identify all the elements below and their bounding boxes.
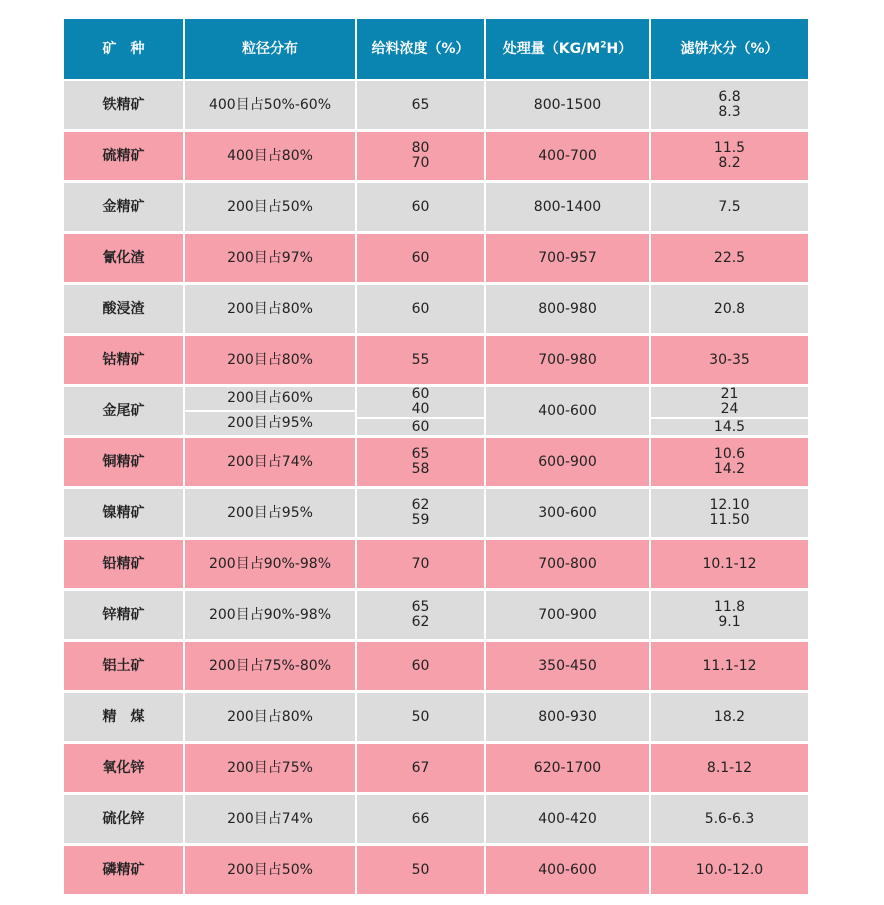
table-row xyxy=(64,693,808,744)
cell-particle-size xyxy=(185,591,357,642)
cell-cake-moisture-line: 11.1-12 xyxy=(702,657,757,674)
cell-cake-moisture-line: 14.2 xyxy=(713,461,746,477)
cell-particle-size-line: 400目占80% xyxy=(227,147,313,164)
cell-feed-concentration-line: 66 xyxy=(411,810,430,827)
cell-feed-concentration-line: 60 xyxy=(411,198,430,215)
cell-feed-concentration xyxy=(357,81,486,132)
cell-capacity xyxy=(486,234,651,285)
cell-mineral-line: 磷精矿 xyxy=(102,861,145,878)
cell-particle-size xyxy=(185,489,357,540)
cell-particle-size xyxy=(185,642,357,693)
cell-particle-size xyxy=(185,234,357,285)
table-header-row xyxy=(64,19,808,81)
cell-mineral xyxy=(64,591,185,642)
cell-feed-concentration xyxy=(357,591,486,642)
cell-cake-moisture xyxy=(651,285,808,336)
cell-feed-concentration-line: 50 xyxy=(411,861,430,878)
cell-cake-moisture-line: 10.6 xyxy=(713,446,746,462)
cell-capacity xyxy=(486,540,651,591)
cell-mineral-line: 金尾矿 xyxy=(102,402,145,419)
cell-feed-concentration xyxy=(357,693,486,744)
cell-feed-concentration xyxy=(357,234,486,285)
ore-data-table xyxy=(64,19,808,897)
cell-feed-concentration-line: 65 xyxy=(411,446,430,462)
cell-cake-moisture-line: 22.5 xyxy=(713,249,746,266)
cell-particle-size-line: 200目占80% xyxy=(227,708,313,725)
cell-mineral xyxy=(64,183,185,234)
cell-cake-moisture xyxy=(651,234,808,285)
cell-feed-concentration-line: 58 xyxy=(411,461,430,477)
table-row xyxy=(64,489,808,540)
cell-capacity-line: 400-600 xyxy=(538,861,597,878)
cell-mineral xyxy=(64,234,185,285)
cell-capacity xyxy=(486,81,651,132)
cell-particle-size xyxy=(185,183,357,234)
table-row xyxy=(64,540,808,591)
cell-cake-moisture xyxy=(651,183,808,234)
cell-capacity xyxy=(486,183,651,234)
cell-capacity-line: 800-980 xyxy=(538,300,597,317)
cell-feed-concentration-line: 62 xyxy=(411,614,430,630)
cell-mineral xyxy=(64,285,185,336)
cell-cake-moisture-line: 11.5 xyxy=(713,140,746,156)
cell-cake-moisture xyxy=(651,642,808,693)
cell-feed-concentration xyxy=(357,744,486,795)
cell-cake-moisture-line: 11.50 xyxy=(709,512,750,528)
cell-cake-moisture-line: 8.1-12 xyxy=(706,759,753,776)
cell-feed-concentration xyxy=(357,183,486,234)
table-row xyxy=(64,438,808,489)
cell-feed-concentration-line: 70 xyxy=(411,555,430,572)
cell-mineral xyxy=(64,438,185,489)
cell-capacity-line: 350-450 xyxy=(538,657,597,674)
cell-cake-moisture xyxy=(651,336,808,387)
cell-capacity xyxy=(486,336,651,387)
cell-mineral xyxy=(64,132,185,183)
cell-feed-concentration-line: 65 xyxy=(411,599,430,615)
cell-capacity xyxy=(486,387,651,438)
cell-particle-size xyxy=(185,132,357,183)
cell-cake-moisture-line: 30-35 xyxy=(709,351,750,368)
table-row xyxy=(64,132,808,183)
cell-feed-concentration xyxy=(357,795,486,846)
cell-cake-moisture-line: 21 xyxy=(720,386,739,402)
cell-cake-moisture-line: 5.6-6.3 xyxy=(704,810,755,827)
cell-mineral xyxy=(64,387,185,438)
cell-capacity-line: 700-900 xyxy=(538,606,597,623)
cell-capacity-line: 800-1400 xyxy=(533,198,602,215)
cell-feed-concentration-line: 60 xyxy=(411,300,430,317)
cell-cake-moisture xyxy=(651,846,808,897)
cell-capacity xyxy=(486,132,651,183)
cell-feed-concentration-line: 65 xyxy=(411,96,430,113)
cell-cake-moisture-line: 10.0-12.0 xyxy=(695,861,764,878)
cell-capacity-line: 600-900 xyxy=(538,453,597,470)
cell-feed-concentration-bottom: 60 xyxy=(411,418,430,435)
cell-particle-size xyxy=(185,336,357,387)
cell-mineral xyxy=(64,795,185,846)
cell-capacity-line: 800-930 xyxy=(538,708,597,725)
cell-cake-moisture-line: 11.8 xyxy=(713,599,746,615)
cell-cake-moisture xyxy=(651,540,808,591)
table-row xyxy=(64,846,808,897)
cell-capacity xyxy=(486,591,651,642)
cell-cake-moisture-line: 12.10 xyxy=(709,497,750,513)
cell-particle-size-line: 200目占75% xyxy=(227,759,313,776)
header-feed-concentration: 给料浓度（%） xyxy=(357,19,486,81)
cell-particle-size xyxy=(185,387,357,438)
cell-particle-size-line: 200目占90%-98% xyxy=(208,555,331,572)
header-capacity: 处理量$(KG/M^2H)$ xyxy=(486,19,651,81)
cell-capacity xyxy=(486,489,651,540)
cell-mineral-line: 硫精矿 xyxy=(102,147,145,164)
cell-particle-size-line: 200目占50% xyxy=(227,198,313,215)
cell-cake-moisture-line: 8.2 xyxy=(718,155,741,171)
table-row xyxy=(64,744,808,795)
table-body xyxy=(64,81,808,897)
cell-feed-concentration xyxy=(357,387,486,438)
cell-cake-moisture-line: 9.1 xyxy=(718,614,741,630)
header-mineral: 矿 种 xyxy=(64,19,185,81)
cell-mineral-line: 锌精矿 xyxy=(102,606,145,623)
cell-particle-size-line: 200目占74% xyxy=(227,453,313,470)
cell-mineral-line: 精 煤 xyxy=(102,708,145,725)
cell-particle-size-line: 200目占97% xyxy=(227,249,313,266)
cell-mineral xyxy=(64,336,185,387)
cell-particle-size xyxy=(185,744,357,795)
cell-cake-moisture-line: 24 xyxy=(720,401,739,417)
cell-particle-size-bottom: 200目占95% xyxy=(227,415,313,431)
cell-particle-size xyxy=(185,540,357,591)
cell-cake-moisture xyxy=(651,795,808,846)
table-row xyxy=(64,591,808,642)
cell-cake-moisture xyxy=(651,693,808,744)
cell-feed-concentration xyxy=(357,336,486,387)
table-row xyxy=(64,795,808,846)
cell-feed-concentration-line: 67 xyxy=(411,759,430,776)
cell-mineral xyxy=(64,846,185,897)
cell-cake-moisture-line: 10.1-12 xyxy=(702,555,757,572)
cell-mineral xyxy=(64,540,185,591)
cell-feed-concentration xyxy=(357,540,486,591)
cell-mineral-line: 金精矿 xyxy=(102,198,145,215)
header-cake-moisture: 滤饼水分（%） xyxy=(651,19,808,81)
cell-mineral-line: 硫化锌 xyxy=(102,810,145,827)
cell-capacity-line: 400-600 xyxy=(538,402,597,419)
cell-cake-moisture-line: 8.3 xyxy=(718,104,741,120)
cell-particle-size-line: 200目占74% xyxy=(227,810,313,827)
table-row xyxy=(64,285,808,336)
cell-feed-concentration-line: 80 xyxy=(411,140,430,156)
cell-feed-concentration xyxy=(357,489,486,540)
cell-particle-size xyxy=(185,285,357,336)
cell-cake-moisture-line: 6.8 xyxy=(718,89,741,105)
cell-mineral xyxy=(64,489,185,540)
cell-feed-concentration xyxy=(357,846,486,897)
cell-cake-moisture-line: 20.8 xyxy=(713,300,746,317)
cell-capacity xyxy=(486,285,651,336)
cell-particle-size-line: 200目占80% xyxy=(227,351,313,368)
cell-feed-concentration-line: 50 xyxy=(411,708,430,725)
cell-capacity-line: 400-700 xyxy=(538,147,597,164)
cell-feed-concentration-line: 60 xyxy=(411,657,430,674)
cell-mineral-line: 铁精矿 xyxy=(102,96,145,113)
cell-feed-concentration-line: 62 xyxy=(411,497,430,513)
cell-feed-concentration xyxy=(357,438,486,489)
cell-capacity xyxy=(486,846,651,897)
cell-particle-size-line: 200目占90%-98% xyxy=(208,606,331,623)
cell-cake-moisture-line: 7.5 xyxy=(718,198,741,215)
cell-particle-size-line: 200目占75%-80% xyxy=(208,657,331,674)
cell-mineral-line: 铝土矿 xyxy=(102,657,145,674)
cell-particle-size-line: 400目占50%-60% xyxy=(208,96,331,113)
cell-particle-size xyxy=(185,795,357,846)
cell-mineral-line: 氧化锌 xyxy=(102,759,145,776)
cell-capacity-line: 400-420 xyxy=(538,810,597,827)
table-row xyxy=(64,234,808,285)
cell-cake-moisture xyxy=(651,132,808,183)
cell-feed-concentration-line: 70 xyxy=(411,155,430,171)
cell-capacity-line: 700-800 xyxy=(538,555,597,572)
cell-cake-moisture xyxy=(651,81,808,132)
table-row xyxy=(64,183,808,234)
cell-capacity-line: 700-957 xyxy=(538,249,597,266)
cell-feed-concentration xyxy=(357,132,486,183)
cell-mineral-line: 钴精矿 xyxy=(102,351,145,368)
cell-particle-size-line: 200目占95% xyxy=(227,504,313,521)
cell-feed-concentration-line: 55 xyxy=(411,351,430,368)
cell-mineral xyxy=(64,642,185,693)
cell-mineral xyxy=(64,693,185,744)
cell-mineral-line: 铅精矿 xyxy=(102,555,145,572)
cell-capacity xyxy=(486,438,651,489)
cell-cake-moisture xyxy=(651,438,808,489)
cell-feed-concentration xyxy=(357,285,486,336)
cell-particle-size-top xyxy=(185,387,355,412)
cell-mineral-line: 铜精矿 xyxy=(102,453,145,470)
cell-particle-size-line: 200目占60% xyxy=(227,390,313,406)
cell-capacity-line: 620-1700 xyxy=(533,759,602,776)
cell-capacity xyxy=(486,795,651,846)
table-row xyxy=(64,81,808,132)
cell-particle-size xyxy=(185,81,357,132)
cell-particle-size-line: 200目占50% xyxy=(227,861,313,878)
cell-capacity xyxy=(486,693,651,744)
cell-feed-concentration-top xyxy=(357,387,484,419)
cell-capacity-line: 800-1500 xyxy=(533,96,602,113)
cell-mineral xyxy=(64,81,185,132)
cell-cake-moisture-bottom: 14.5 xyxy=(713,418,746,435)
cell-cake-moisture xyxy=(651,387,808,438)
cell-feed-concentration-line: 60 xyxy=(411,249,430,266)
cell-particle-size xyxy=(185,846,357,897)
cell-feed-concentration-line: 40 xyxy=(411,401,430,417)
cell-cake-moisture-top xyxy=(651,387,808,419)
cell-feed-concentration-line: 60 xyxy=(411,386,430,402)
table-row xyxy=(64,336,808,387)
cell-mineral xyxy=(64,744,185,795)
cell-cake-moisture-line: 18.2 xyxy=(713,708,746,725)
cell-capacity xyxy=(486,642,651,693)
table-row xyxy=(64,387,808,438)
cell-capacity xyxy=(486,744,651,795)
cell-particle-size-line: 200目占80% xyxy=(227,300,313,317)
header-particle-size: 粒径分布 xyxy=(185,19,357,81)
cell-capacity-line: 300-600 xyxy=(538,504,597,521)
cell-mineral-line: 氰化渣 xyxy=(102,249,145,266)
cell-capacity-line: 700-980 xyxy=(538,351,597,368)
cell-cake-moisture xyxy=(651,744,808,795)
cell-particle-size xyxy=(185,438,357,489)
cell-feed-concentration xyxy=(357,642,486,693)
cell-particle-size xyxy=(185,693,357,744)
cell-cake-moisture xyxy=(651,489,808,540)
cell-feed-concentration-line: 59 xyxy=(411,512,430,528)
cell-cake-moisture xyxy=(651,591,808,642)
cell-mineral-line: 酸浸渣 xyxy=(102,300,145,317)
table-row xyxy=(64,642,808,693)
cell-mineral-line: 镍精矿 xyxy=(102,504,145,521)
